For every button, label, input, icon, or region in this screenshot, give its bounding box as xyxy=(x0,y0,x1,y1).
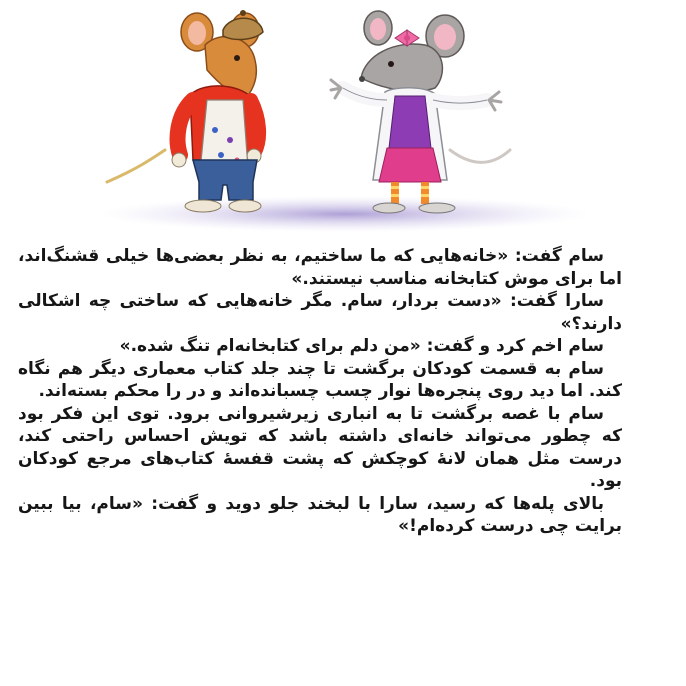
sara-dress xyxy=(389,96,431,148)
sara-mouse xyxy=(331,11,510,213)
story-paragraph-1: سام گفت: «خانه‌هایی که ما ساختیم، به نظر بعضی‌ها خیلی قشنگ‌اند، اما برای موش کتابخانه مناسب نیستند.» xyxy=(18,246,622,289)
sara-leg-right xyxy=(421,182,429,204)
sara-arm-left xyxy=(343,88,387,100)
sara-eye xyxy=(388,61,394,67)
sara-tail xyxy=(450,150,510,162)
story-paragraph-4: سام به قسمت کودکان برگشت تا چند جلد کتاب معماری دیگر هم نگاه کند. اما دید روی پنجره‌ها نوار چسب چسبانده‌اند و در را محکم بسته‌اند. xyxy=(18,358,622,401)
sara-foot-left xyxy=(373,203,405,213)
story-text xyxy=(18,245,622,538)
mice-illustration xyxy=(95,0,595,232)
sam-cap xyxy=(223,18,263,39)
story-paragraph-5: سام با غصه برگشت تا به انباری زیرشیروانی برود. توی این فکر بود که چطور می‌تواند خانه‌ای داشته باشد که تویش احساس راحتی کند، درست مثل همان لانهٔ کوچکش که پشت قفسهٔ کتاب‌های مرجع کودکان بود. xyxy=(18,403,622,491)
sam-arm-right xyxy=(251,100,259,152)
story-paragraph-2: سارا گفت: «دست بردار، سام. مگر خانه‌هایی که ساختی چه اشکالی دارند؟» xyxy=(18,291,622,334)
sam-foot-left xyxy=(185,200,221,212)
story-paragraph-6: بالای پله‌ها که رسید، سارا با لبخند جلو دوید و گفت: «سام، بیا ببین برایت چی درست کرده‌ام!» xyxy=(18,493,622,536)
sam-pants xyxy=(193,160,257,200)
story-paragraph-3: سام اخم کرد و گفت: «من دلم برای کتابخانه‌ام تنگ شده.» xyxy=(119,336,604,356)
sara-leg-left xyxy=(391,182,399,204)
sam-tail xyxy=(107,150,165,182)
sam-mouse xyxy=(107,10,263,212)
sara-foot-right xyxy=(419,203,455,213)
sara-nose xyxy=(359,76,365,82)
sam-foot-right xyxy=(229,200,261,212)
ground-shadow xyxy=(100,196,590,232)
sara-head xyxy=(361,44,442,91)
sam-arm-left xyxy=(178,100,193,155)
sam-eye xyxy=(234,55,240,61)
